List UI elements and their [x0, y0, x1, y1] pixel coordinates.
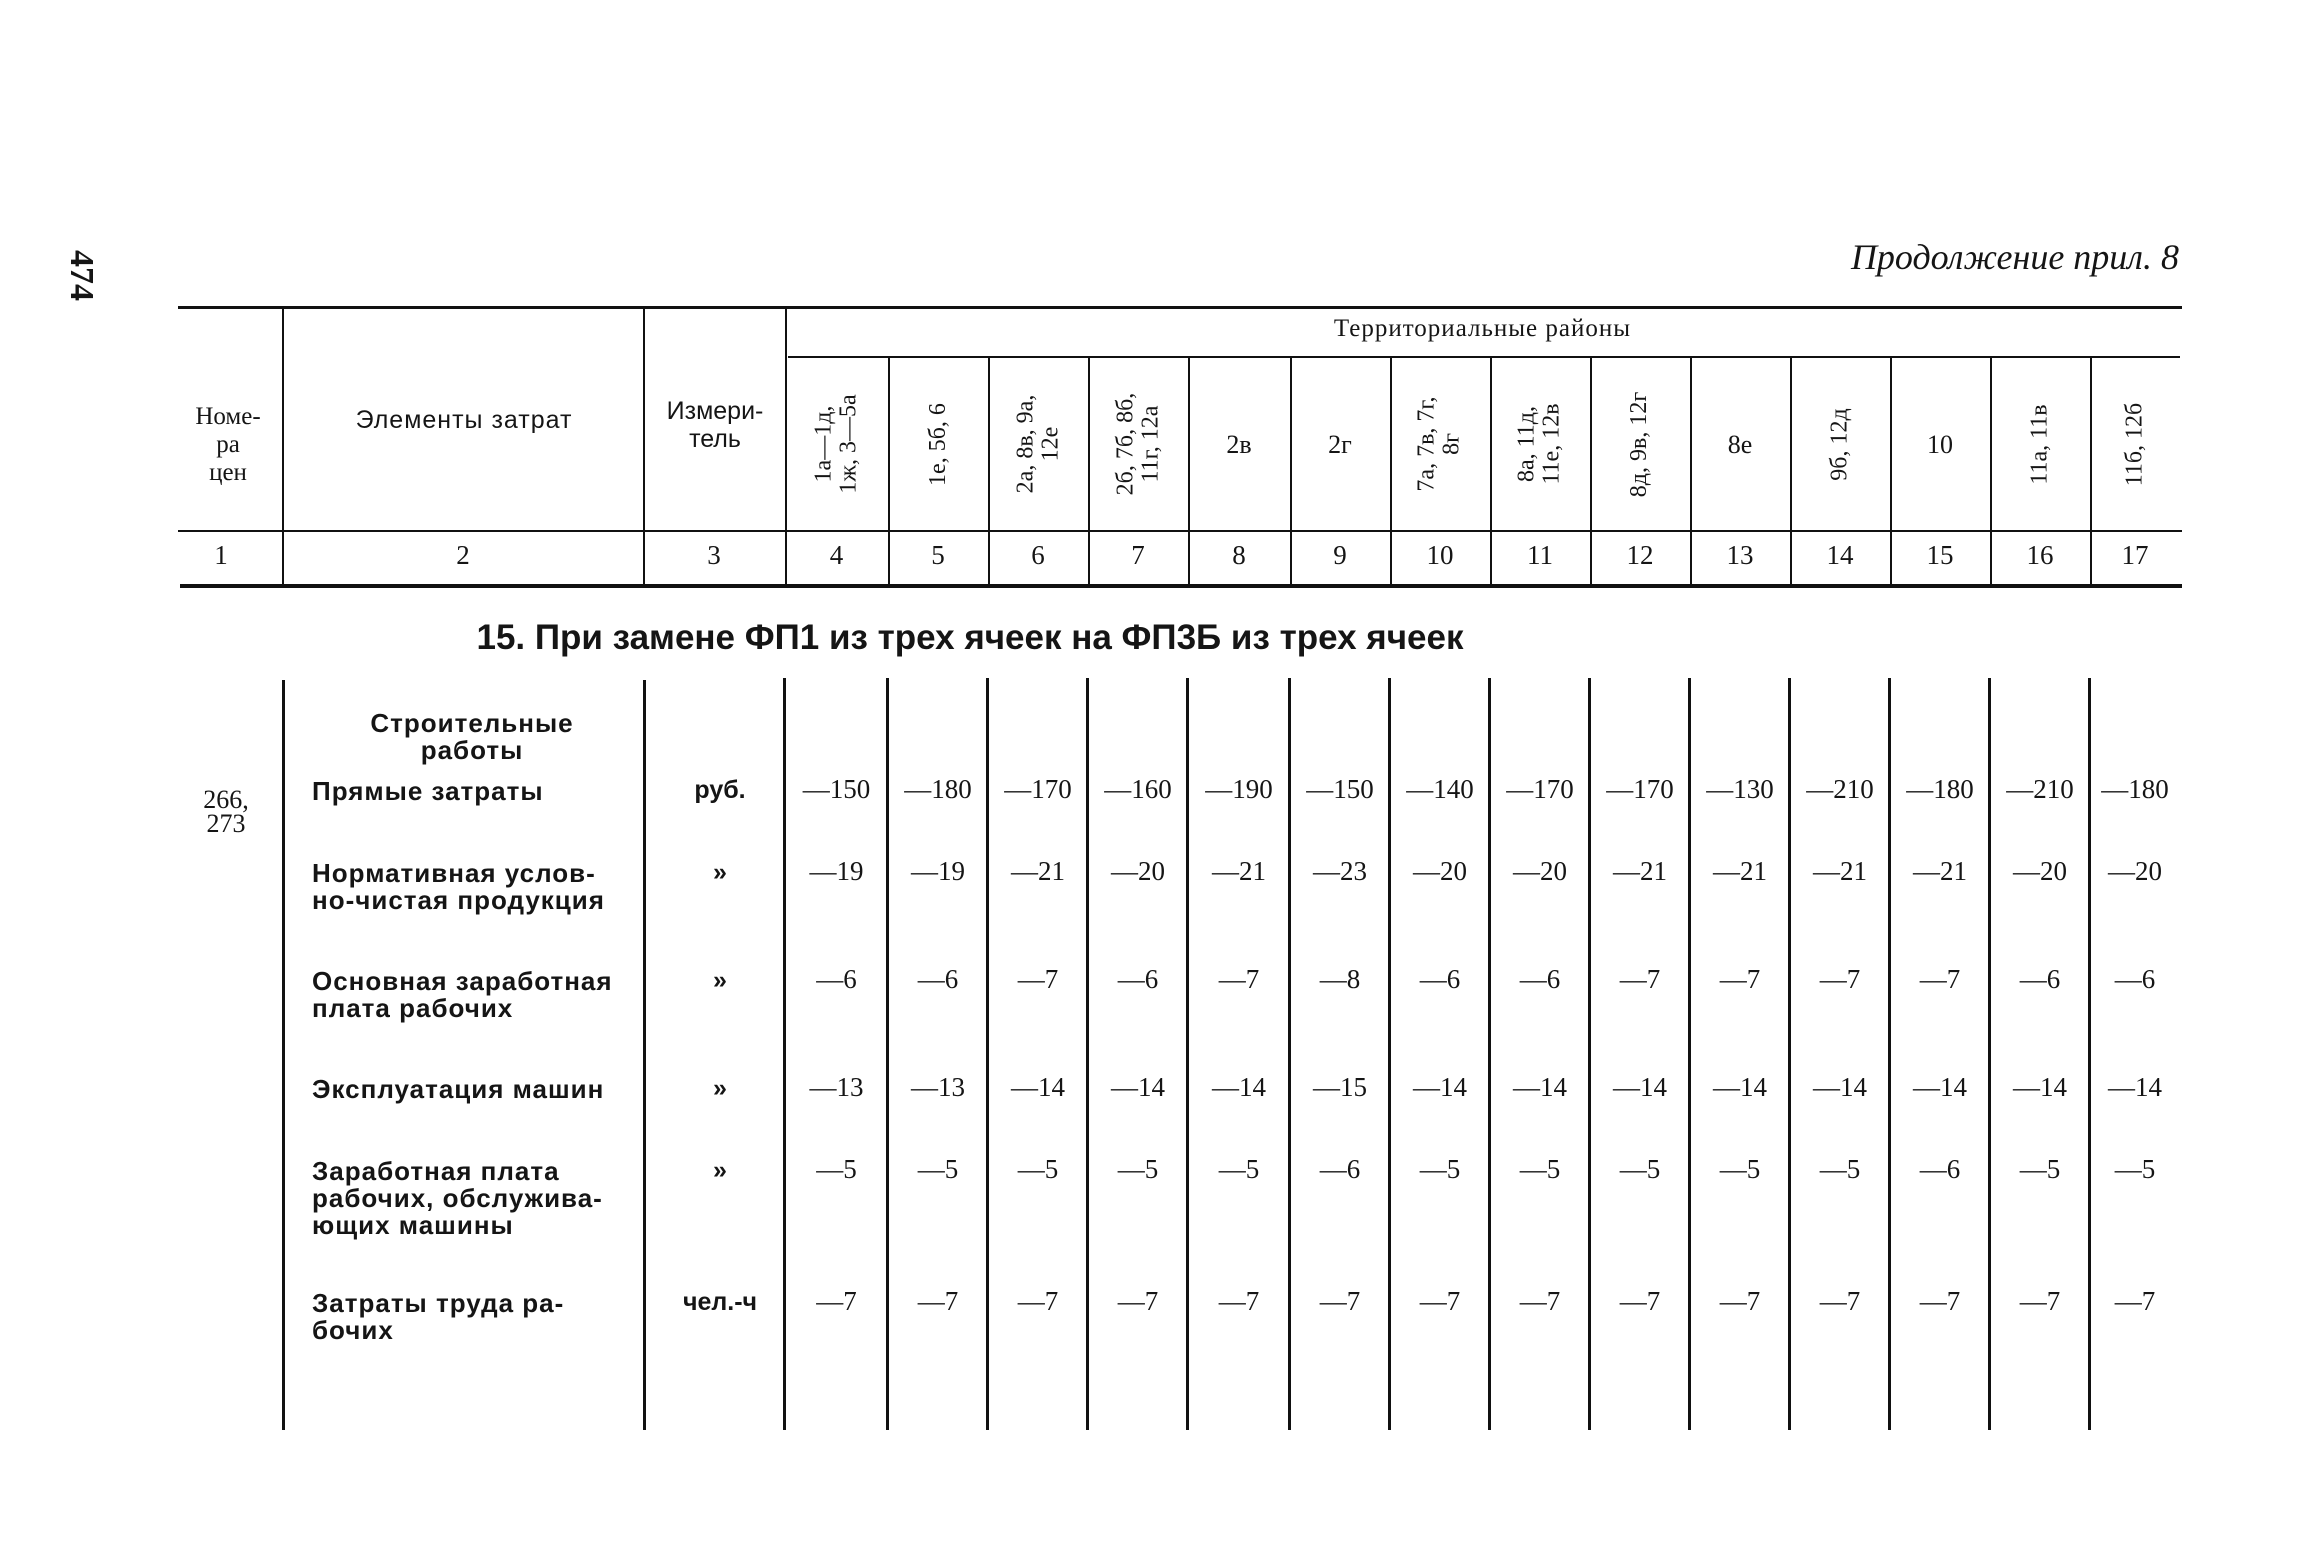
region-label: 8а, 11д, 11е, 12в	[1514, 403, 1565, 485]
region-header-cell	[1590, 358, 1690, 530]
region-label: 2в	[1226, 429, 1252, 459]
value-cell: —5	[816, 1154, 857, 1184]
unit-label: »	[713, 1074, 727, 1102]
value-cell: —7	[1719, 1286, 1761, 1316]
value-cell: —5	[917, 1154, 959, 1184]
value-cell: —7	[1017, 964, 1059, 994]
value-cell: —5	[2019, 1154, 2061, 1184]
value-cell: —7	[917, 1286, 959, 1316]
value-cell: —13	[911, 1072, 965, 1102]
header-column-divider	[643, 308, 645, 584]
value-cell: —14	[1613, 1072, 1667, 1102]
value-cell: —7	[1218, 964, 1260, 994]
region-header-cell	[2090, 358, 2180, 530]
unit-label: чел.-ч	[682, 1288, 758, 1316]
value-cell: —14	[1813, 1072, 1867, 1102]
value-cell: —21	[1713, 856, 1767, 886]
price-numbers: 266, 273	[203, 785, 249, 838]
value-cell: —7	[1519, 1286, 1561, 1316]
region-header-cell	[785, 358, 888, 530]
column-number: 6	[1031, 540, 1045, 570]
value-cell: —6	[917, 964, 959, 994]
header-unit: Измери- тель	[666, 397, 764, 453]
column-number: 17	[2121, 540, 2149, 570]
value-cell: —170	[1506, 774, 1574, 804]
value-cell: —7	[1619, 1286, 1661, 1316]
value-cell: —7	[1719, 964, 1761, 994]
header-numbers-rule	[178, 530, 2182, 532]
value-cell: —14	[1413, 1072, 1467, 1102]
value-cell: —21	[1011, 856, 1065, 886]
column-number: 15	[1926, 540, 1954, 570]
column-number: 3	[707, 540, 721, 570]
value-cell: —20	[1111, 856, 1165, 886]
value-cell: —5	[1819, 1154, 1861, 1184]
unit-label: »	[713, 858, 727, 886]
column-number: 12	[1626, 540, 1654, 570]
value-cell: —210	[2006, 774, 2074, 804]
value-cell: —14	[1513, 1072, 1567, 1102]
region-label: 7а, 7в, 7г, 8г	[1414, 396, 1465, 492]
value-cell: —150	[1306, 774, 1374, 804]
column-number: 7	[1131, 540, 1145, 570]
value-cell: —21	[1913, 856, 1967, 886]
value-cell: —20	[2108, 856, 2162, 886]
value-cell: —23	[1313, 856, 1367, 886]
value-cell: —19	[911, 856, 965, 886]
column-number: 13	[1726, 540, 1754, 570]
column-number: 5	[931, 540, 945, 570]
region-header-cell	[1390, 358, 1490, 530]
value-cell: —5	[1218, 1154, 1260, 1184]
value-cell: —14	[1111, 1072, 1165, 1102]
cost-element-label: Основная заработная плата рабочих	[312, 966, 613, 1023]
region-label: 2г	[1328, 429, 1352, 459]
region-header-cell	[1690, 358, 1790, 530]
region-label: 2а, 8в, 9а, 12е	[1011, 394, 1063, 494]
unit-label: »	[713, 966, 727, 994]
region-label: 1а—1д, 1ж, 3—5а	[810, 394, 862, 494]
region-header-cell	[1990, 358, 2090, 530]
value-cell: —6	[816, 964, 857, 994]
value-cell: —6	[1519, 964, 1561, 994]
region-label: 1е, 5б, 6	[924, 402, 951, 486]
value-cell: —6	[2114, 964, 2156, 994]
value-cell: —7	[1819, 1286, 1861, 1316]
value-cell: —19	[809, 856, 864, 886]
subheading-construction-works: Строительные работы	[370, 708, 574, 765]
region-header-cell	[1088, 358, 1188, 530]
region-label: 10	[1927, 429, 1953, 459]
header-price-numbers: Номе- ра цен	[195, 403, 261, 486]
region-label: 11б, 12б	[2121, 402, 2148, 486]
value-cell: —5	[1017, 1154, 1059, 1184]
region-header-cell	[1790, 358, 1890, 530]
value-cell: —5	[1719, 1154, 1761, 1184]
value-cell: —5	[1619, 1154, 1661, 1184]
region-label: 8е	[1727, 429, 1753, 459]
body-divider	[282, 680, 285, 1430]
continuation-label: Продолжение прил. 8	[1850, 237, 2179, 277]
value-cell: —6	[1919, 1154, 1961, 1184]
value-cell: —130	[1706, 774, 1774, 804]
value-cell: —21	[1212, 856, 1266, 886]
value-cell: —7	[2019, 1286, 2061, 1316]
value-cell: —20	[1413, 856, 1467, 886]
region-header-cell	[1188, 358, 1290, 530]
value-cell: —20	[2013, 856, 2067, 886]
cost-element-label: Затраты труда ра- бочих	[312, 1288, 565, 1345]
cost-element-label: Прямые затраты	[312, 776, 544, 806]
region-label: 8д, 9в, 12г	[1626, 391, 1653, 497]
value-cell: —7	[1218, 1286, 1260, 1316]
cost-element-label: Эксплуатация машин	[312, 1074, 605, 1104]
value-cell: —14	[1913, 1072, 1967, 1102]
column-number: 8	[1232, 540, 1246, 570]
value-cell: —7	[1117, 1286, 1159, 1316]
value-cell: —7	[1319, 1286, 1361, 1316]
value-cell: —21	[1813, 856, 1867, 886]
cost-element-label: Нормативная услов- но-чистая продукция	[312, 858, 605, 915]
region-header-cell	[1890, 358, 1990, 530]
page-number: 474	[63, 250, 100, 301]
header-column-divider	[282, 308, 284, 584]
value-cell: —6	[1419, 964, 1461, 994]
value-cell: —14	[1713, 1072, 1767, 1102]
value-cell: —180	[904, 774, 972, 804]
unit-label: »	[713, 1156, 727, 1184]
value-cell: —190	[1205, 774, 1273, 804]
value-cell: —14	[2013, 1072, 2067, 1102]
region-label: 2б, 7б, 8б, 11г, 12а	[1112, 392, 1164, 496]
value-cell: —5	[2114, 1154, 2156, 1184]
value-cell: —140	[1406, 774, 1474, 804]
value-cell: —6	[1117, 964, 1159, 994]
region-header-cell	[988, 358, 1088, 530]
section-title: 15. При замене ФП1 из трех ячеек на ФП3Б из трех ячеек	[476, 618, 1464, 657]
header-bottom-rule	[180, 584, 2182, 588]
value-cell: —7	[1419, 1286, 1461, 1316]
value-cell: —5	[1519, 1154, 1561, 1184]
region-label: 9б, 12д	[1826, 407, 1853, 481]
value-cell: —7	[1619, 964, 1661, 994]
value-cell: —180	[2101, 774, 2169, 804]
value-cell: —20	[1513, 856, 1567, 886]
value-cell: —8	[1319, 964, 1361, 994]
value-cell: —170	[1606, 774, 1674, 804]
column-number: 9	[1333, 540, 1347, 570]
header-top-rule	[178, 306, 2182, 309]
value-cell: —6	[2019, 964, 2061, 994]
value-cell: —21	[1613, 856, 1667, 886]
value-cell: —5	[1117, 1154, 1159, 1184]
value-cell: —210	[1806, 774, 1874, 804]
value-cell: —7	[1017, 1286, 1059, 1316]
column-number: 2	[456, 540, 470, 570]
header-cost-elements: Элементы затрат	[355, 406, 573, 434]
value-cell: —14	[2108, 1072, 2162, 1102]
value-cell: —170	[1004, 774, 1072, 804]
value-cell: —15	[1313, 1072, 1367, 1102]
value-cell: —14	[1212, 1072, 1266, 1102]
column-number: 14	[1826, 540, 1854, 570]
value-cell: —7	[816, 1286, 857, 1316]
value-cell: —7	[2114, 1286, 2156, 1316]
value-cell: —180	[1906, 774, 1974, 804]
value-cell: —5	[1419, 1154, 1461, 1184]
value-cell: —160	[1104, 774, 1172, 804]
region-header-cell	[1290, 358, 1390, 530]
value-cell: —7	[1919, 964, 1961, 994]
header-territorial-regions: Территориальные районы	[1333, 315, 1632, 342]
region-label: 11а, 11в	[2026, 403, 2053, 485]
value-cell: —7	[1819, 964, 1861, 994]
column-number: 1	[214, 540, 228, 570]
column-number: 10	[1426, 540, 1454, 570]
value-cell: —150	[802, 774, 871, 804]
value-cell: —7	[1919, 1286, 1961, 1316]
value-cell: —6	[1319, 1154, 1361, 1184]
column-number: 4	[829, 540, 844, 570]
value-cell: —13	[809, 1072, 864, 1102]
value-cell: —14	[1011, 1072, 1065, 1102]
unit-label: руб.	[694, 776, 746, 804]
body-divider	[643, 680, 646, 1430]
region-header-cell	[1490, 358, 1590, 530]
column-number: 16	[2026, 540, 2054, 570]
column-number: 11	[1527, 540, 1553, 570]
region-header-cell	[888, 358, 988, 530]
cost-element-label: Заработная плата рабочих, обслужива- ющих машины	[312, 1156, 603, 1240]
